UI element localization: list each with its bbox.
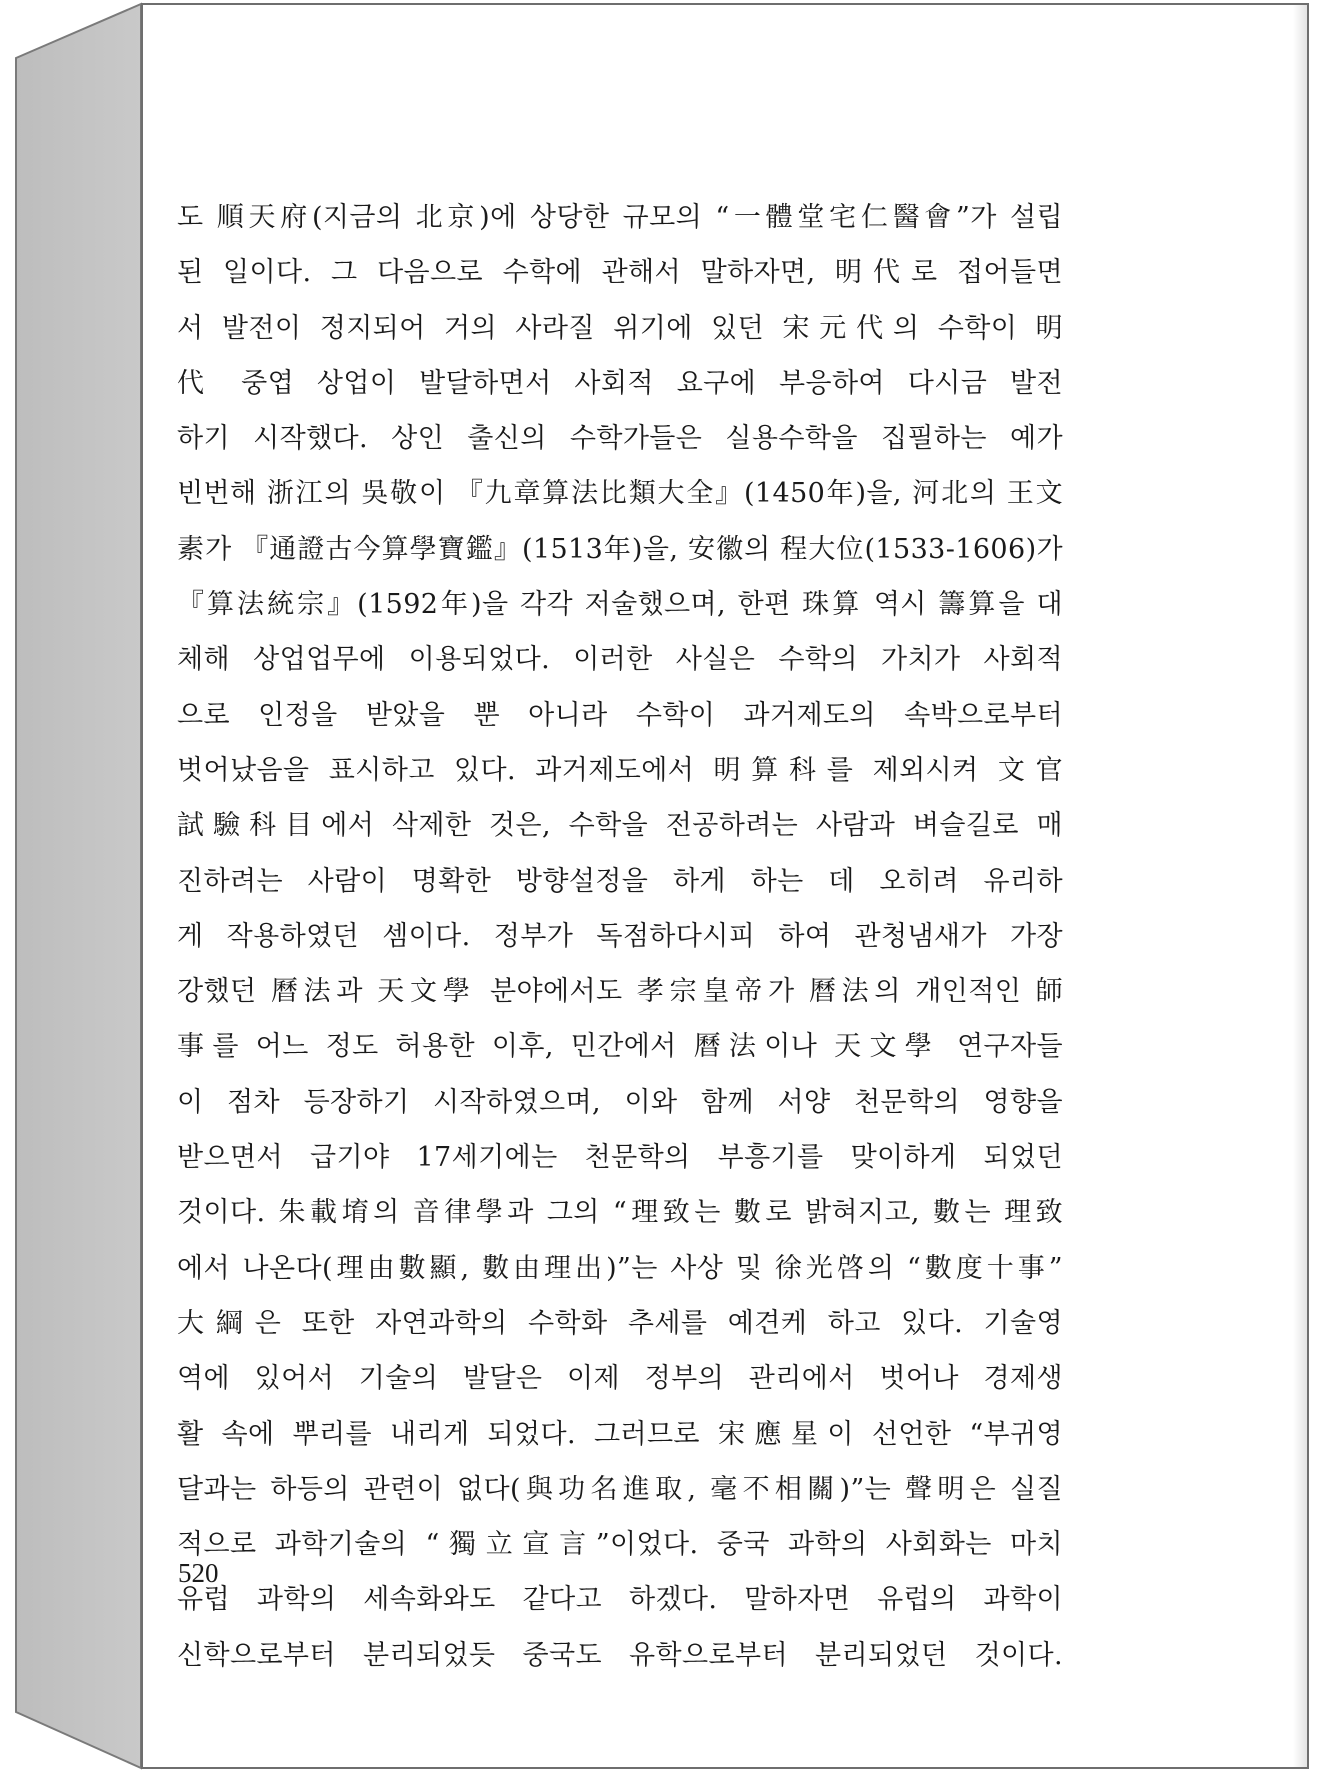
text-line: 事를 어느 정도 허용한 이후, 민간에서 曆法이나 天文學 연구자들 — [177, 1031, 1063, 1063]
text-line: 적으로 과학기술의 “獨立宣言”이었다. 중국 과학의 사회화는 마치 — [177, 1529, 1063, 1561]
page-number: 520 — [178, 1558, 219, 1588]
text-line: 으로 인정을 받았을 뿐 아니라 수학이 과거제도의 속박으로부터 — [177, 699, 1063, 731]
text-line: 도 順天府(지금의 北京)에 상당한 규모의 “一體堂宅仁醫會”가 설립 — [177, 202, 1063, 233]
text-line: 활 속에 뿌리를 내리게 되었다. 그러므로 宋應星이 선언한 “부귀영 — [177, 1418, 1063, 1450]
text-line: 체해 상업업무에 이용되었다. 이러한 사실은 수학의 가치가 사회적 — [177, 644, 1063, 676]
text-line: 진하려는 사람이 명확한 방향설정을 하게 하는 데 오히려 유리하 — [177, 865, 1063, 897]
text-line: 역에 있어서 기술의 발달은 이제 정부의 관리에서 벗어나 경제생 — [177, 1363, 1063, 1395]
text-line: 이 점차 등장하기 시작하였으며, 이와 함께 서양 천문학의 영향을 — [177, 1086, 1063, 1118]
text-line: 빈번해 浙江의 吳敬이 『九章算法比類大全』(1450年)을, 河北의 王文 — [177, 478, 1063, 510]
book-spine — [0, 0, 160, 1773]
text-line: 유럽 과학의 세속화와도 같다고 하겠다. 말하자면 유럽의 과학이 — [177, 1584, 1063, 1616]
text-line: 『算法統宗』(1592年)을 각각 저술했으며, 한편 珠算 역시 籌算을 대 — [177, 589, 1063, 621]
text-line: 받으면서 급기야 17세기에는 천문학의 부흥기를 맞이하게 되었던 — [177, 1142, 1063, 1174]
text-line: 된 일이다. 그 다음으로 수학에 관해서 말하자면, 明代로 접어들면 — [177, 257, 1063, 289]
text-line: 것이다. 朱載堉의 音律學과 그의 “理致는 數로 밝혀지고, 數는 理致 — [177, 1197, 1063, 1229]
text-line: 試驗科目에서 삭제한 것은, 수학을 전공하려는 사람과 벼슬길로 매 — [177, 810, 1063, 842]
text-line: 게 작용하였던 셈이다. 정부가 독점하다시피 하여 관청냄새가 가장 — [177, 920, 1063, 952]
text-line: 代 중엽 상업이 발달하면서 사회적 요구에 부응하여 다시금 발전 — [177, 367, 1063, 399]
text-line: 신학으로부터 분리되었듯 중국도 유학으로부터 분리되었던 것이다. — [177, 1639, 1063, 1671]
text-line: 에서 나온다(理由數顯, 數由理出)”는 사상 및 徐光啓의 “數度十事” — [177, 1252, 1063, 1284]
body-text — [177, 190, 1063, 1683]
text-line: 하기 시작했다. 상인 출신의 수학가들은 실용수학을 집필하는 예가 — [177, 423, 1063, 455]
text-line: 서 발전이 정지되어 거의 사라질 위기에 있던 宋元代의 수학이 明 — [177, 312, 1063, 344]
text-line: 강했던 曆法과 天文學 분야에서도 孝宗皇帝가 曆法의 개인적인 師 — [177, 976, 1063, 1008]
text-line: 달과는 하등의 관련이 없다(與功名進取, 毫不相關)”는 聲明은 실질 — [177, 1473, 1063, 1505]
text-line: 大綱은 또한 자연과학의 수학화 추세를 예견케 하고 있다. 기술영 — [177, 1307, 1063, 1339]
text-line: 素가 『通證古今算學寶鑑』(1513年)을, 安徽의 程大位(1533-1606)가 — [177, 533, 1063, 565]
text-line: 벗어났음을 표시하고 있다. 과거제도에서 明算科를 제외시켜 文官 — [177, 754, 1063, 786]
page-edge-shading — [1293, 5, 1307, 1767]
